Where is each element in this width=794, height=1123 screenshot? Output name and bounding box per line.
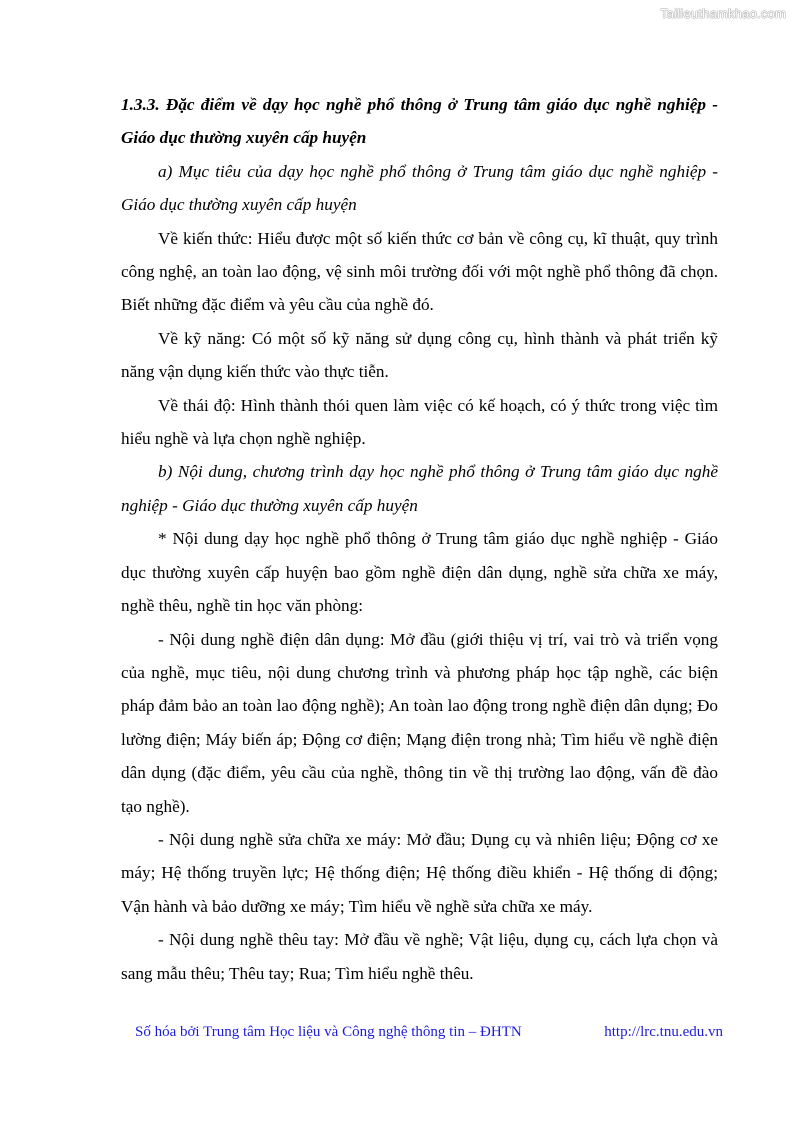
subsection-heading-objectives: a) Mục tiêu của dạy học nghề phổ thông ở Trung tâm giáo dục nghề nghiệp - Giáo dục thường xuyên cấp huyện [121,161,718,215]
watermark-text: Tailieuthamkhao.com [660,6,786,21]
footer-credit: Số hóa bởi Trung tâm Học liệu và Công nghệ thông tin – ĐHTN [135,1024,522,1040]
subsection-heading-content: b) Nội dung, chương trình dạy học nghề phổ thông ở Trung tâm giáo dục nghề nghiệp - Giáo dục thường xuyên cấp huyện [121,462,718,515]
paragraph-skills: Về kỹ năng: Có một số kỹ năng sử dụng công cụ, hình thành và phát triển kỹ năng vận dụng kiến thức vào thực tiễn. [121,328,718,382]
paragraph-content-overview: * Nội dung dạy học nghề phổ thông ở Trung tâm giáo dục nghề nghiệp - Giáo dục thường xuyên cấp huyện bao gồm nghề điện dân dụng, nghề sửa chữa xe máy, nghề thêu, nghề tin học văn phòng: [121,529,718,616]
paragraph-knowledge: Về kiến thức: Hiểu được một số kiến thức cơ bản về công cụ, kĩ thuật, quy trình công nghệ, an toàn lao động, vệ sinh môi trường đối với một nghề phổ thông đã chọn. Biết những đặc điểm và yêu cầu của nghề đó. [121,228,718,315]
footer-url-link[interactable]: http://lrc.tnu.edu.vn [604,1024,723,1040]
paragraph-motorbike-repair: - Nội dung nghề sửa chữa xe máy: Mở đầu; Dụng cụ và nhiên liệu; Động cơ xe máy; Hệ thống truyền lực; Hệ thống điện; Hệ thống điều khiển - Hệ thống di động; Vận hành và bảo dưỡng xe máy; Tìm hiểu về nghề sửa chữa xe máy. [121,829,718,916]
paragraph-electrical-trade: - Nội dung nghề điện dân dụng: Mở đầu (giới thiệu vị trí, vai trò và triển vọng của nghề, mục tiêu, nội dung chương trình và phương pháp học tập nghề, các biện pháp đảm bảo an toàn lao động nghề); An toàn lao động trong nghề điện dân dụng; Đo lường điện; Máy biến áp; Động cơ điện; Mạng điện trong nhà; Tìm hiểu về nghề điện dân dụng (đặc điểm, yêu cầu của nghề, thông tin về thị trường lao động, vấn đề đào tạo nghề). [121,629,718,816]
section-heading: 1.3.3. Đặc điểm về dạy học nghề phổ thông ở Trung tâm giáo dục nghề nghiệp - Giáo dục thường xuyên cấp huyện [121,95,718,148]
paragraph-attitude: Về thái độ: Hình thành thói quen làm việc có kế hoạch, có ý thức trong việc tìm hiểu nghề và lựa chọn nghề nghiệp. [121,395,718,449]
document-body [121,88,718,990]
paragraph-embroidery: - Nội dung nghề thêu tay: Mở đầu về nghề; Vật liệu, dụng cụ, cách lựa chọn và sang mẫu thêu; Thêu tay; Rua; Tìm hiểu nghề thêu. [121,930,718,983]
